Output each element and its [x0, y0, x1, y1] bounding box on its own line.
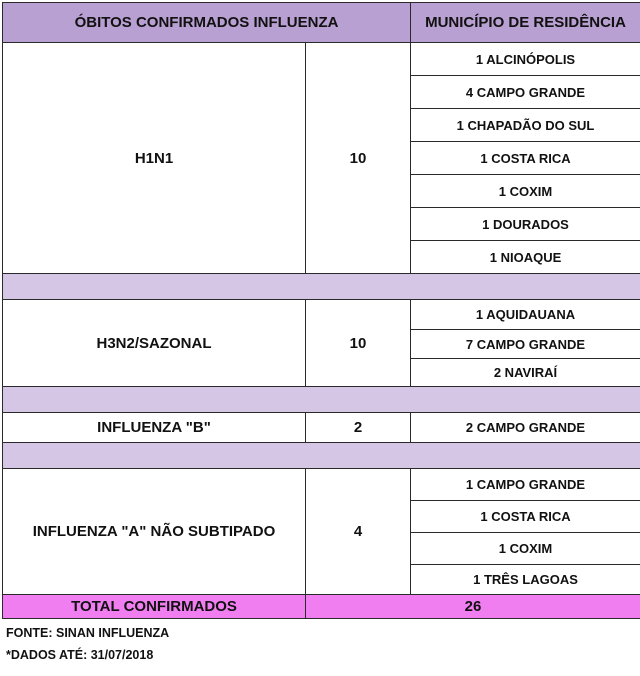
- separator-row: [3, 274, 640, 300]
- total-row: [3, 595, 640, 619]
- influenza-type: H1N1: [3, 43, 306, 274]
- footer-source: FONTE: SINAN INFLUENZA: [6, 626, 170, 640]
- municipio-cell: 1 COXIM: [411, 533, 640, 565]
- header-municipio: MUNICÍPIO DE RESIDÊNCIA: [411, 3, 640, 43]
- death-count: 2: [306, 413, 411, 443]
- municipio-cell: 1 TRÊS LAGOAS: [411, 565, 640, 595]
- header-type: ÓBITOS CONFIRMADOS INFLUENZA: [3, 3, 411, 43]
- table-row: [3, 300, 640, 330]
- municipio-cell: 1 COXIM: [411, 175, 640, 208]
- municipio-cell: 1 COSTA RICA: [411, 501, 640, 533]
- municipio-cell: 1 COSTA RICA: [411, 142, 640, 175]
- separator-row: [3, 443, 640, 469]
- influenza-type: H3N2/SAZONAL: [3, 300, 306, 387]
- death-count: 10: [306, 300, 411, 387]
- municipio-cell: 4 CAMPO GRANDE: [411, 76, 640, 109]
- influenza-type: INFLUENZA "B": [3, 413, 306, 443]
- municipio-cell: 1 ALCINÓPOLIS: [411, 43, 640, 76]
- footer-date-note: *DADOS ATÉ: 31/07/2018: [6, 648, 154, 662]
- municipio-cell: 1 CHAPADÃO DO SUL: [411, 109, 640, 142]
- municipio-cell: 1 NIOAQUE: [411, 241, 640, 274]
- municipio-cell: 2 NAVIRAÍ: [411, 359, 640, 387]
- separator-row: [3, 387, 640, 413]
- table-row: [3, 469, 640, 501]
- total-value: 26: [306, 595, 640, 619]
- table-row: [3, 43, 640, 76]
- total-label: TOTAL CONFIRMADOS: [3, 595, 306, 619]
- table-header-row: [3, 3, 640, 43]
- influenza-type: INFLUENZA "A" NÃO SUBTIPADO: [3, 469, 306, 595]
- municipio-cell: 1 AQUIDAUANA: [411, 300, 640, 330]
- table-row: [3, 413, 640, 443]
- influenza-deaths-table: [2, 2, 640, 619]
- death-count: 4: [306, 469, 411, 595]
- municipio-cell: 1 CAMPO GRANDE: [411, 469, 640, 501]
- municipio-cell: 7 CAMPO GRANDE: [411, 330, 640, 359]
- death-count: 10: [306, 43, 411, 274]
- municipio-cell: 2 CAMPO GRANDE: [411, 413, 640, 443]
- municipio-cell: 1 DOURADOS: [411, 208, 640, 241]
